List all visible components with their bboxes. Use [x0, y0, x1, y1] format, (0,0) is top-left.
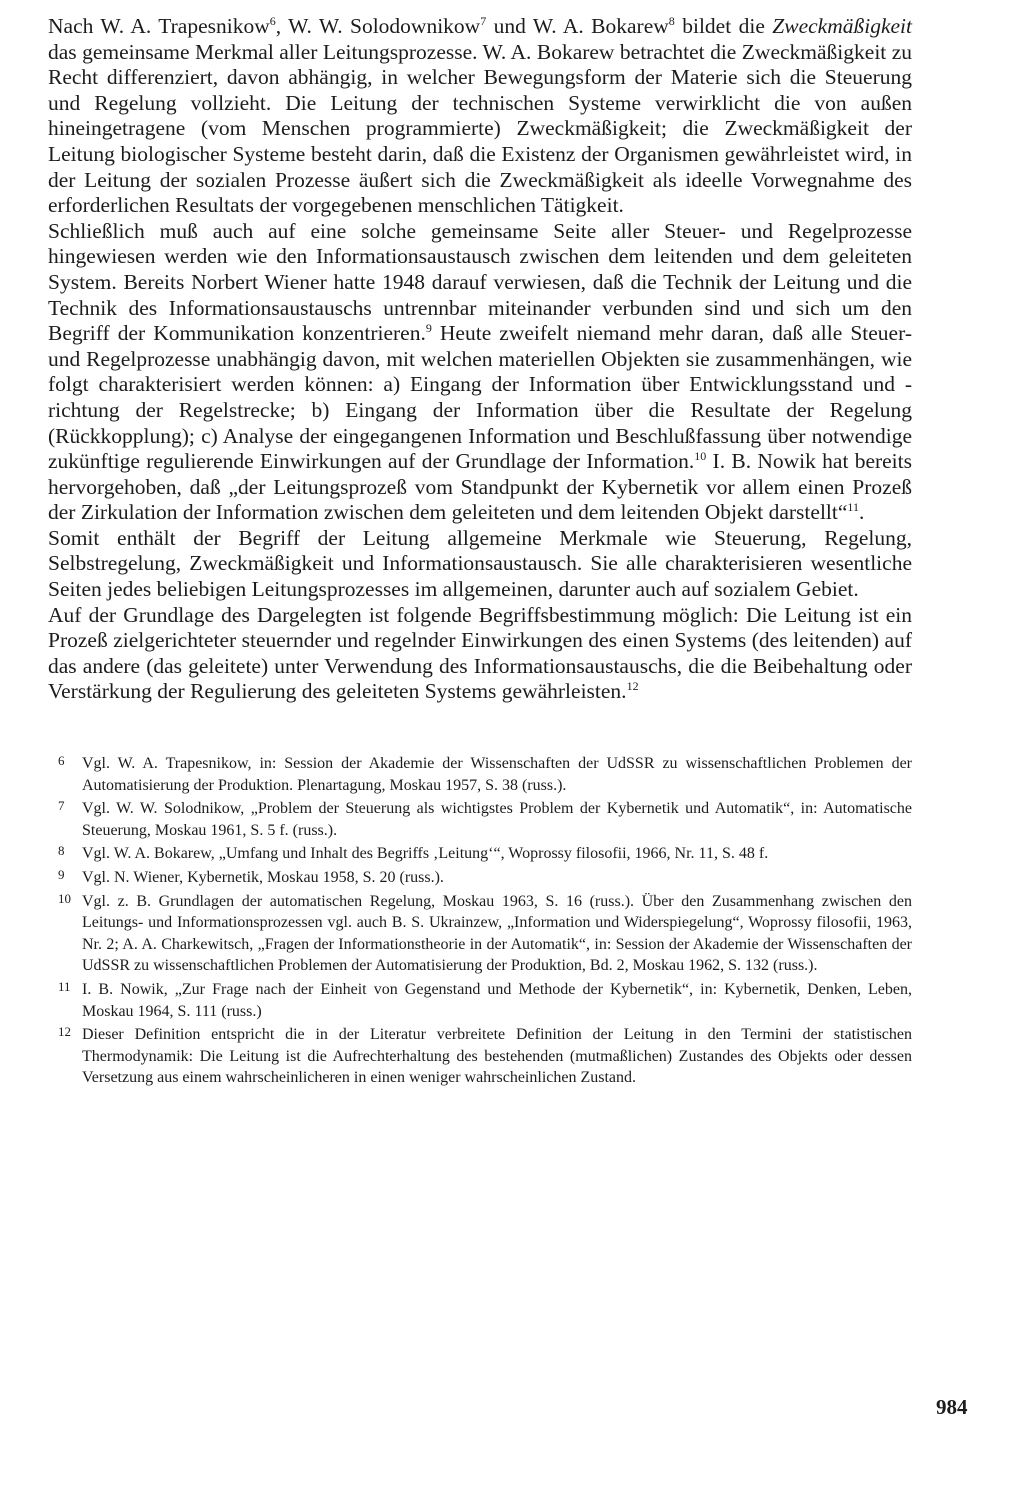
page-number: 984 — [936, 1395, 968, 1419]
footnote — [58, 891, 912, 977]
footnote-text: Vgl. W. A. Bokarew, „Umfang und Inhalt des Begriffs ‚Leitung‘“, Woprossy filosofii, 1966, Nr. 11, S. 48 f. — [82, 845, 769, 863]
footnote — [58, 867, 912, 889]
footnote — [58, 843, 912, 865]
footnote-number: 11 — [58, 978, 71, 994]
footnote-ref[interactable]: 12 — [626, 679, 639, 694]
footnote-text: Vgl. W. W. Solodnikow, „Problem der Steuerung als wichtigstes Problem der Kybernetik und Automatik“, in: Automatische Steuerung, Moskau 1961, S. 5 f. (russ.). — [82, 800, 912, 839]
footnote-ref[interactable]: 10 — [694, 449, 707, 464]
footnote-text: Dieser Definition entspricht die in der Literatur verbreitete Definition der Leitung in den Termini der statistischen Thermodynamik: Die Leitung ist die Aufrechterhaltung des bestehenden (mutmaßlichen) Zustandes des Objekts oder dessen Versetzung aus einem wahrscheinlicheren in einen weniger wahrscheinlichen Zustand. — [82, 1026, 912, 1087]
footnote — [58, 1024, 912, 1089]
footnote-number: 10 — [58, 890, 71, 906]
footnotes — [48, 753, 912, 1089]
paragraph-2: Schließlich muß auch auf eine solche gemeinsame Seite aller Steuer- und Regelprozesse hingewiesen werden wie den Informationsaustausch zwischen dem leitenden und dem geleiteten System. Bereits Norbert Wiener hatte 1948 darauf verwiesen, daß die Technik der Leitung und die Technik des Informationsaustauschs untrennbar miteinander verbunden sind und sich um den Begriff der Kommunikation konzentrieren.$^9$ Heute zweifelt niemand mehr daran, daß alle Steuer- und Regelprozesse unabhängig davon, mit welchen materiellen Objekten sie zusammenhängen, wie folgt charakterisiert werden können: a) Eingang der Information über Entwicklungsstand und -richtung der Regelstrecke; b) Eingang der Information über die Resultate der Regelung (Rückkopplung); c) Analyse der eingegangenen Information und Beschlußfassung über notwendige zukünftige regulierende Einwirkungen auf der Grundlage der Information.$^{10}$ I. B. Nowik hat bereits hervorgehoben, daß „der Leitungsprozeß vom Standpunkt der Kybernetik vor allem einen Prozeß der Zirkulation der Information zwischen dem geleiteten und dem leitenden Objekt darstellt“$^{11}$. — [48, 218, 912, 525]
paragraph-1: Nach W. A. Trapesnikow$^6$, W. W. Solodownikow$^7$ und W. A. Bokarew$^8$ bildet die Zweckmäßigkeit das gemeinsame Merkmal aller Leitungsprozesse. W. A. Bokarew betrachtet die Zweckmäßigkeit zu Recht differenziert, davon abhängig, in welcher Bewegungsform der Materie sich die Steuerung und Regelung vollzieht. Die Leitung der technischen Systeme verwirklicht die von außen hineingetragene (vom Menschen programmierte) Zweckmäßigkeit; die Zweckmäßigkeit der Leitung biologischer Systeme besteht darin, daß die Existenz der Organismen gewährleistet wird, in der Leitung der sozialen Prozesse äußert sich die Zweckmäßigkeit als ideelle Vorwegnahme des erforderlichen Resultats der vorgegebenen menschlichen Tätigkeit. — [48, 14, 913, 218]
footnote — [58, 798, 912, 841]
footnote-number: 6 — [58, 753, 65, 769]
footnote-ref[interactable]: 7 — [480, 14, 487, 28]
paragraph-4: Auf der Grundlage des Dargelegten ist folgende Begriffsbestimmung möglich: Die Leitung ist ein Prozeß zielgerichteter steuernder und regelnder Einwirkungen des einen Systems (des leitenden) auf das andere (das geleitete) unter Verwendung des Informationsaustauschs, die die Beibehaltung oder Verstärkung der Regulierung des geleiteten Systems gewährleisten.$^{12}$ — [48, 602, 912, 704]
footnote-ref[interactable]: 6 — [269, 14, 276, 28]
footnote-text: Vgl. N. Wiener, Kybernetik, Moskau 1958, S. 20 (russ.). — [82, 869, 444, 886]
document-page — [48, 14, 912, 1091]
paragraph-3: Somit enthält der Begriff der Leitung allgemeine Merkmale wie Steuerung, Regelung, Selbstregelung, Zweckmäßigkeit und Informationsaustausch. Sie alle charakterisieren wesentliche Seiten jedes beliebigen Leitungsprozesses im allgemeinen, darunter auch auf sozialem Gebiet. — [48, 525, 912, 602]
footnote-text: I. B. Nowik, „Zur Frage nach der Einheit von Gegenstand und Methode der Kybernetik“, in: Kybernetik, Denken, Leben, Moskau 1964, S. 111 (russ.) — [82, 980, 912, 1020]
emphasis-term: Zweckmäßigkeit — [772, 14, 913, 38]
footnote-text: Vgl. z. B. Grundlagen der automatischen Regelung, Moskau 1963, S. 16 (russ.). Über den Zusammenhang zwischen den Leitungs- und Informationsprozessen vgl. auch B. S. Ukrainzew, „Information und Widerspiegelung“, Woprossy filosofii, 1963, Nr. 2; A. A. Charkewitsch, „Fragen der Informationstheorie in der Automatik“, in: Session der Akademie der Wissenschaften der UdSSR zu wissenschaftlichen Problemen der Automatisierung der Produktion, Bd. 2, Moskau 1962, S. 132 (russ.). — [82, 892, 912, 975]
footnote-number: 7 — [58, 798, 65, 814]
footnote-ref[interactable]: 9 — [425, 321, 432, 336]
footnote — [58, 753, 912, 796]
footnote — [58, 979, 912, 1022]
footnote-ref[interactable]: 8 — [668, 14, 675, 28]
footnote-number: 12 — [58, 1024, 71, 1040]
body-text — [48, 14, 912, 705]
footnote-text: Vgl. W. A. Trapesnikow, in: Session der Akademie der Wissenschaften der UdSSR zu wissenschaftlichen Problemen der Automatisierung der Produktion. Plenartagung, Moskau 1957, S. 38 (russ.). — [82, 755, 912, 794]
footnote-ref[interactable]: 11 — [847, 500, 859, 515]
footnote-number: 8 — [58, 843, 65, 859]
footnote-number: 9 — [58, 867, 65, 882]
